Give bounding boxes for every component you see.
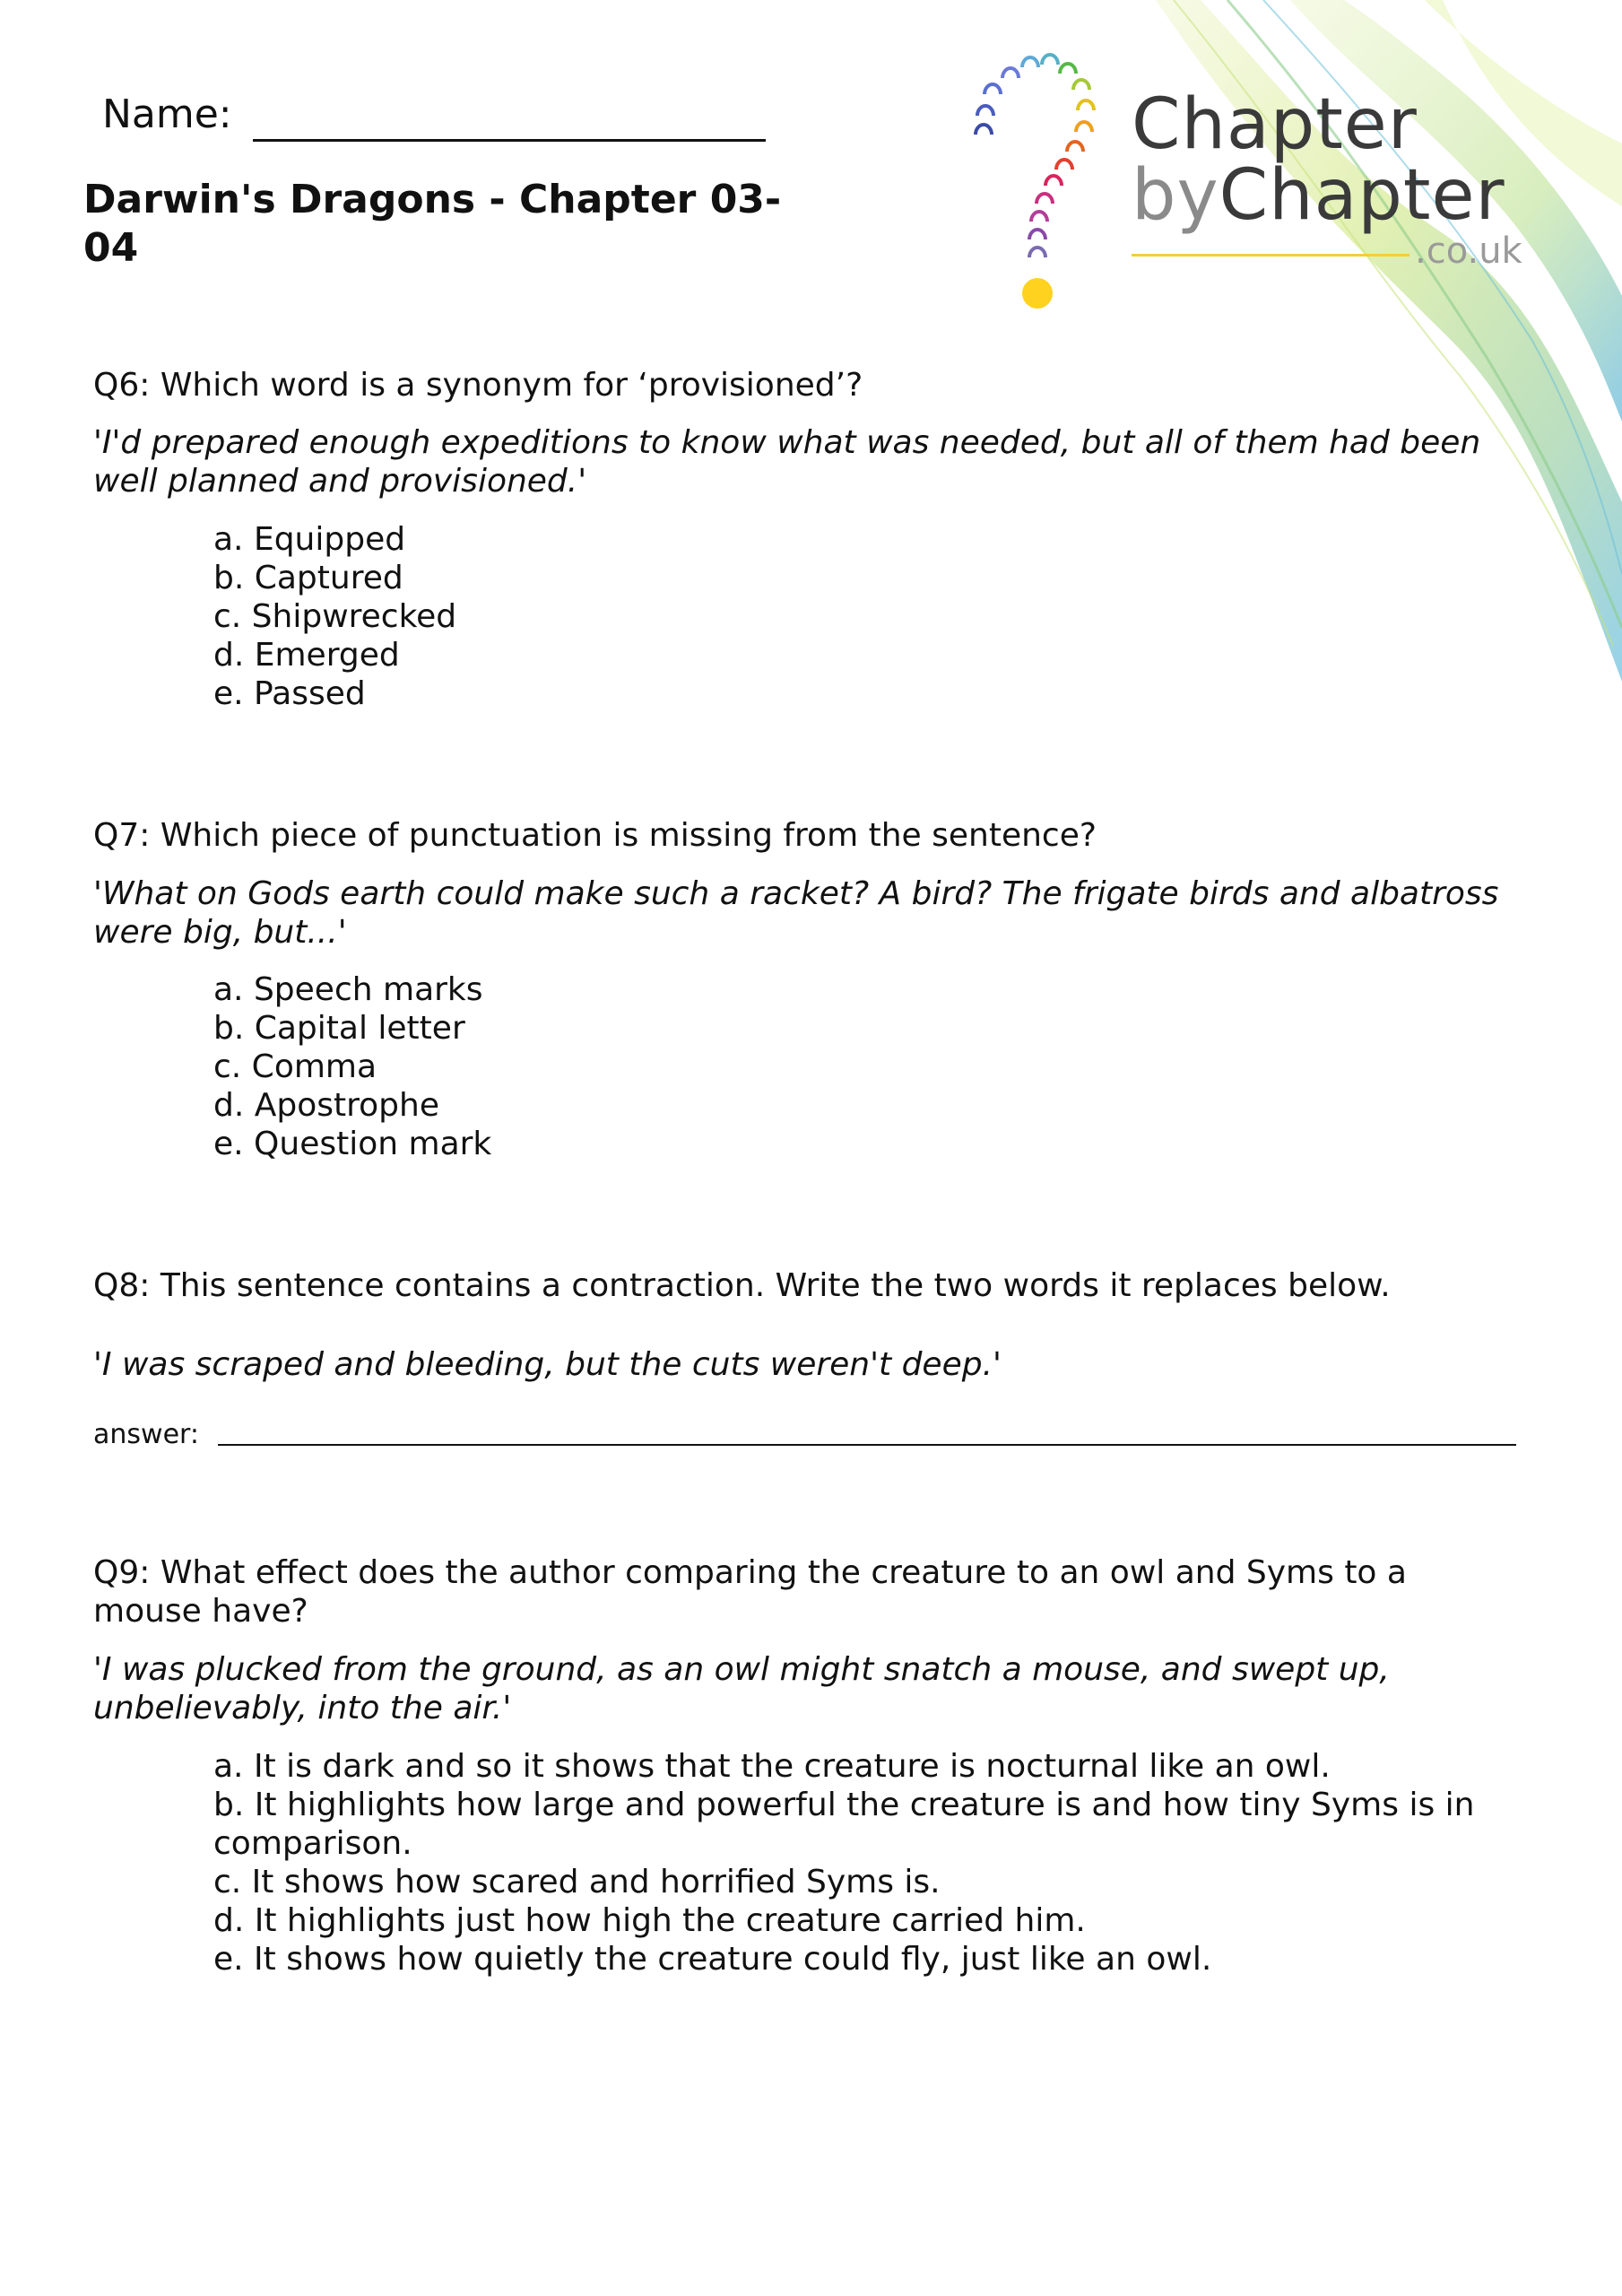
question-7-quote: 'What on Gods earth could make such a racket? A bird? The frigate birds and albatross were big, but...': [93, 875, 1499, 951]
question-9-quote: 'I was plucked from the ground, as an owl might snatch a mouse, and swept up, unbelievably, into the air.': [93, 1651, 1390, 1726]
answer-field-line[interactable]: [218, 1444, 1516, 1446]
brand-underline: [1132, 254, 1409, 257]
question-8-quote: 'I was scraped and bleeding, but the cuts weren't deep.': [93, 1346, 1002, 1383]
brand-chapter: Chapter: [1219, 155, 1505, 236]
brand-by: by: [1132, 155, 1219, 236]
option[interactable]: b. Capital letter: [213, 1010, 465, 1047]
option[interactable]: d. Emerged: [213, 637, 400, 674]
option[interactable]: b. Captured: [213, 560, 403, 596]
option[interactable]: e. It shows how quietly the creature could fly, just like an owl.: [213, 1941, 1212, 1978]
brand-line-2: [1132, 155, 1505, 236]
option[interactable]: a. Equipped: [213, 521, 406, 558]
question-7-options: [213, 970, 1522, 1163]
brand-line-1: Chapter: [1132, 84, 1418, 165]
option[interactable]: c. Shipwrecked: [213, 598, 457, 635]
question-8-prompt: Q8: This sentence contains a contraction. Write the two words it replaces below.: [93, 1267, 1391, 1304]
option[interactable]: c. Comma: [213, 1048, 377, 1085]
option[interactable]: a. It is dark and so it shows that the creature is nocturnal like an owl.: [213, 1748, 1331, 1785]
name-label: Name:: [102, 91, 232, 137]
question-9-prompt: Q9: What effect does the author comparing the creature to an owl and Syms to a mouse have?: [93, 1554, 1407, 1630]
page-title: Darwin's Dragons - Chapter 03-04: [83, 177, 782, 271]
answer-label: answer:: [93, 1419, 199, 1450]
name-field-line[interactable]: [253, 139, 766, 142]
option[interactable]: c. It shows how scared and horrified Syms is.: [213, 1864, 941, 1900]
question-6-quote: 'I'd prepared enough expeditions to know what was needed, but all of them had been well planned and provisioned.': [93, 424, 1481, 500]
logo-icon: [950, 49, 1121, 318]
option[interactable]: a. Speech marks: [213, 971, 483, 1008]
question-6-options: [213, 520, 1522, 713]
option[interactable]: e. Question mark: [213, 1126, 492, 1162]
brand-wordmark: [1132, 84, 1505, 236]
option[interactable]: b. It highlights how large and powerful the creature is and how tiny Syms is in comparison.: [213, 1787, 1475, 1862]
option[interactable]: d. Apostrophe: [213, 1087, 439, 1124]
brand-domain: .co.uk: [1415, 230, 1522, 272]
question-9-options: [213, 1747, 1505, 1979]
question-6-prompt: Q6: Which word is a synonym for ‘provisioned’?: [93, 367, 863, 404]
option[interactable]: e. Passed: [213, 675, 366, 712]
option[interactable]: d. It highlights just how high the creature carried him.: [213, 1902, 1086, 1939]
question-7-prompt: Q7: Which piece of punctuation is missing from the sentence?: [93, 817, 1097, 854]
